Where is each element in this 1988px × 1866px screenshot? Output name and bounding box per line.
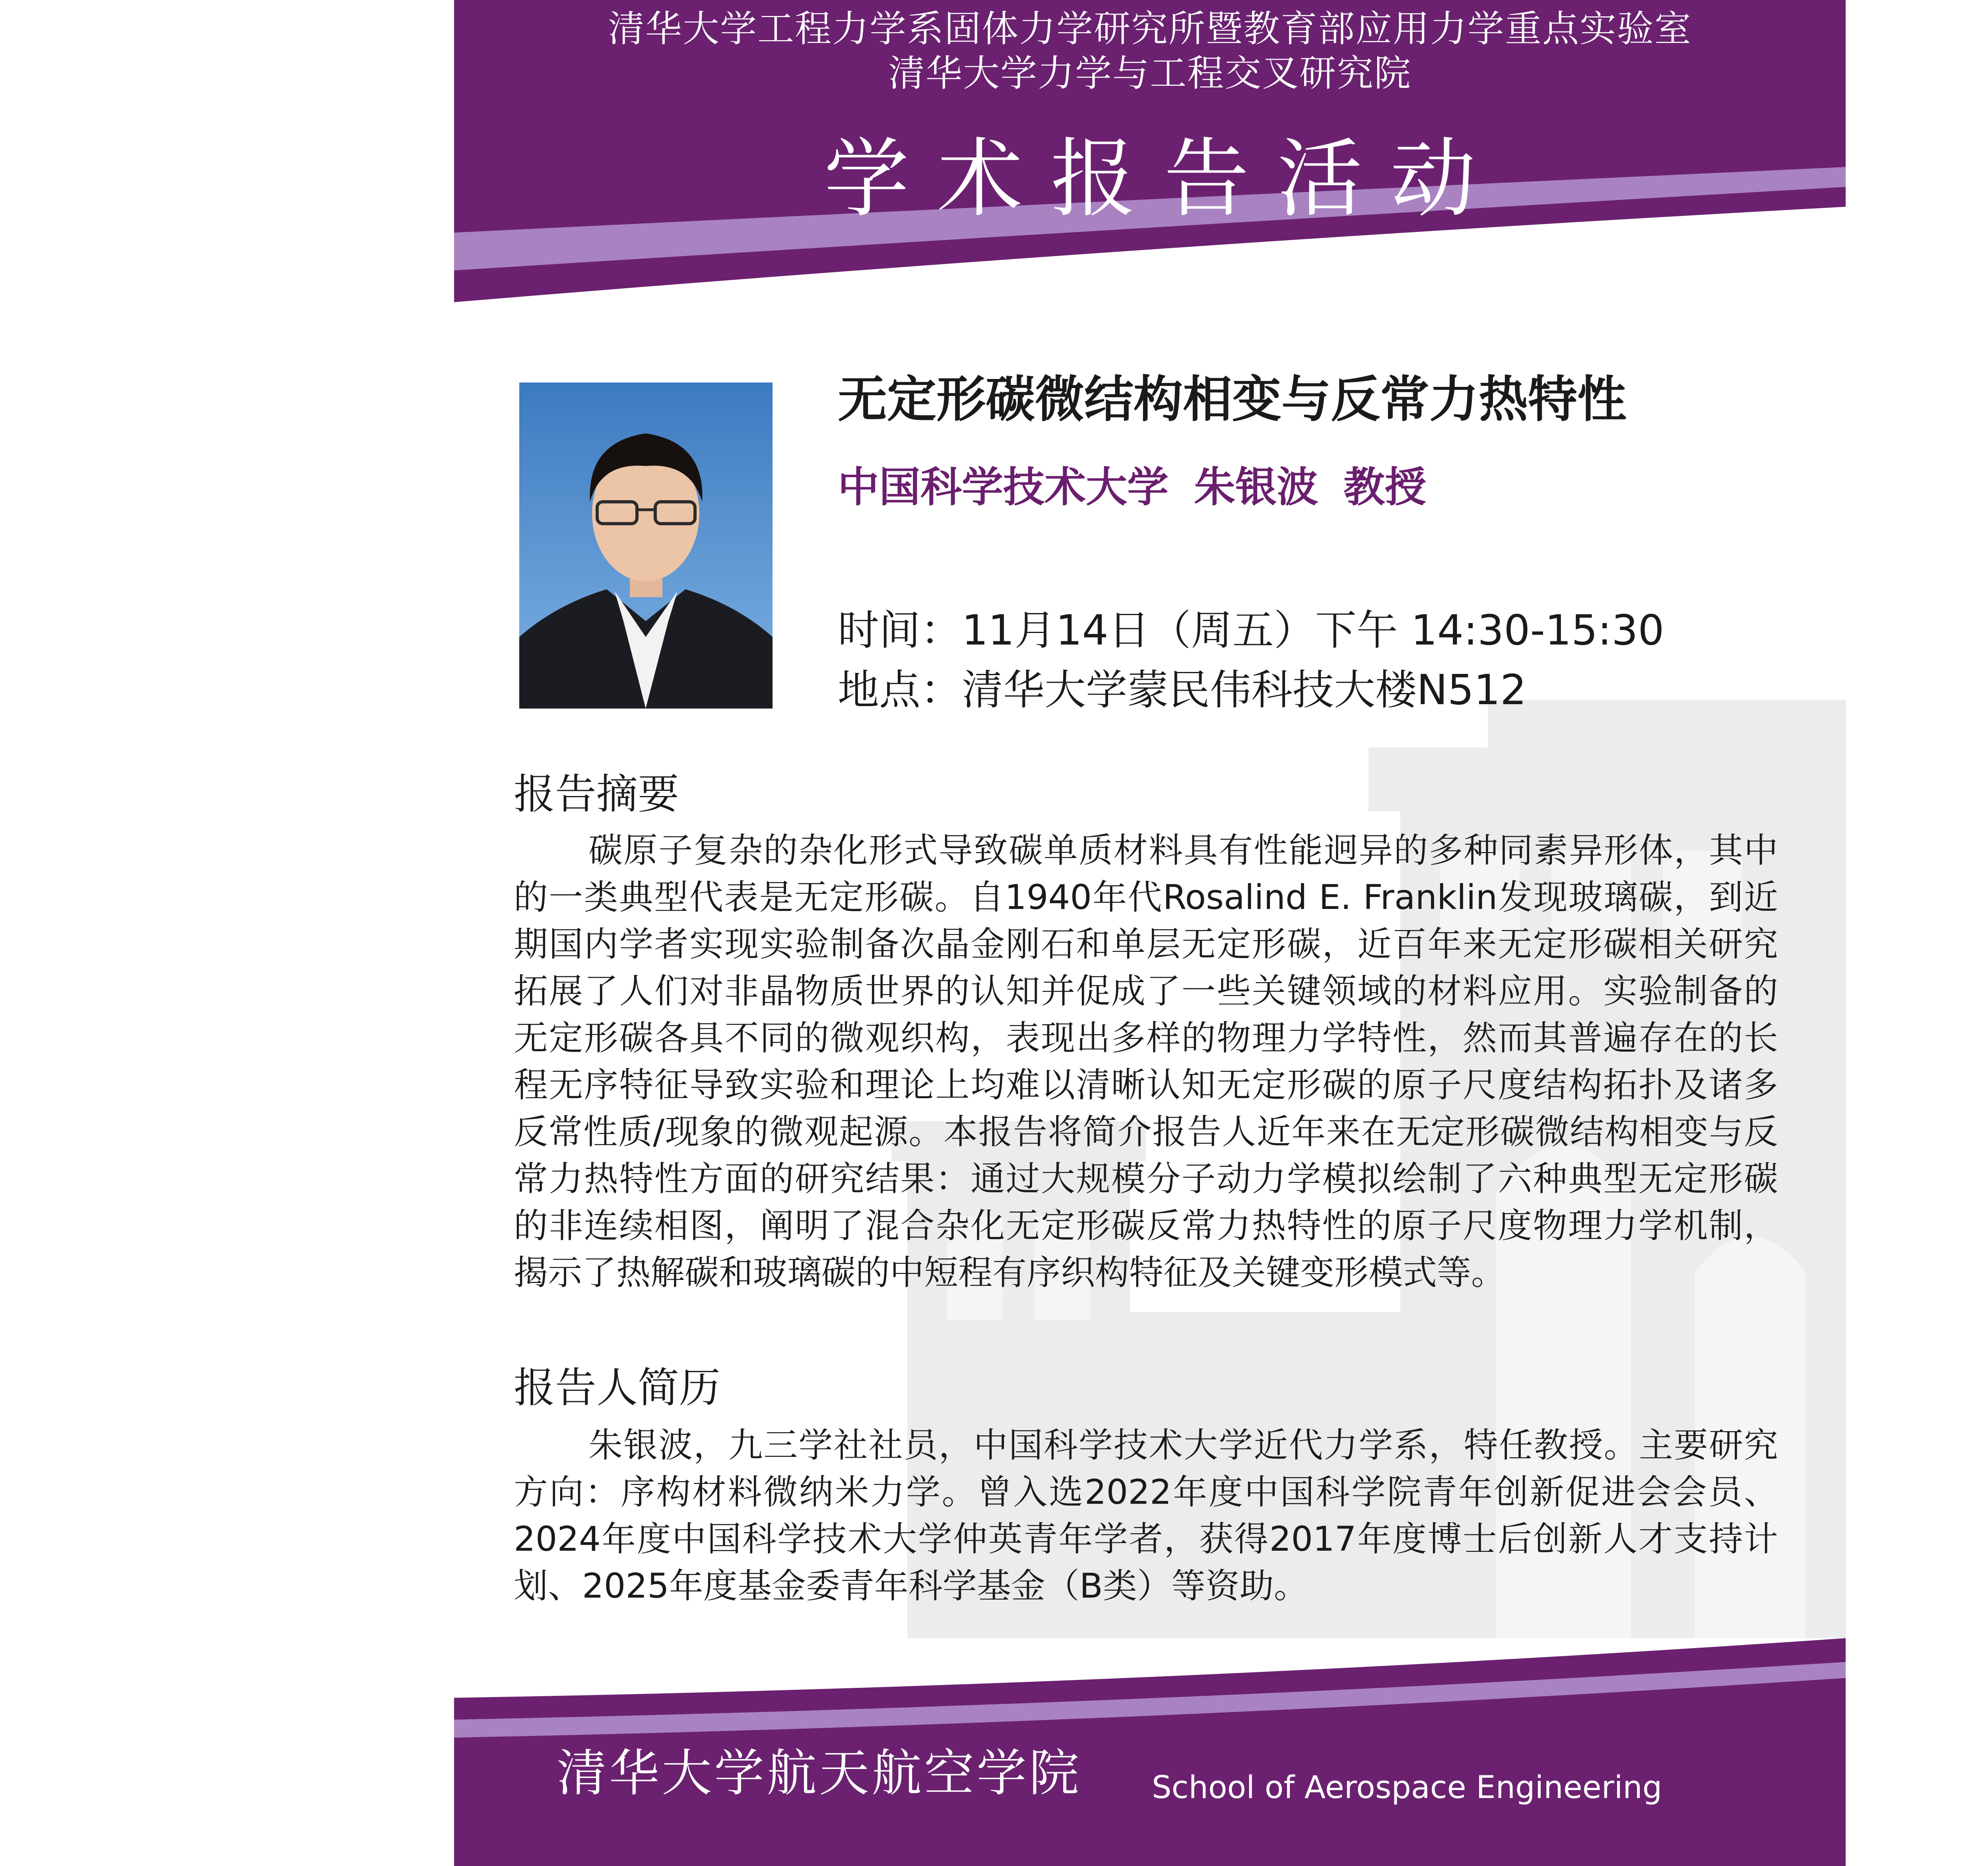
talk-title: 无定形碳微结构相变与反常力热特性 xyxy=(838,371,1627,428)
speaker-affiliation: 中国科学技术大学 xyxy=(838,463,1169,511)
school-name-english: School of Aerospace Engineering xyxy=(1152,1770,1662,1806)
speaker-photo xyxy=(519,383,773,709)
event-title: 学术报告活动 xyxy=(824,129,1504,229)
speaker-rank: 教授 xyxy=(1343,463,1427,511)
bio-heading: 报告人简历 xyxy=(514,1363,721,1412)
school-name-chinese: 清华大学航天航空学院 xyxy=(557,1744,1081,1802)
speaker-name: 朱银波 xyxy=(1194,463,1318,511)
abstract-text: 碳原子复杂的杂化形式导致碳单质材料具有性能迥异的多种同素异形体，其中的一类典型代表是无定形碳。自1940年代Rosalind E. Franklin发现玻璃碳，到近期国内学者实现实验制备次晶金刚石和单层无定形碳，近百年来无定形碳相关研究拓展了人们对非晶物质世界的认知并促成了一些关键领域的材料应用。实验制备的无定形碳各具不同的微观织构，表现出多样的物理力学特性，然而其普遍存在的长程无序特征导致实验和理论上均难以清晰认知无定形碳的原子尺度结构拓扑及诸多反常性质/现象的微观起源。本报告将简介报告人近年来在无定形碳微结构相变与反常力热特性方面的研究结果：通过大规模分子动力学模拟绘制了六种典型无定形碳的非连续相图，阐明了混合杂化无定形碳反常力热特性的原子尺度物理力学机制，揭示了热解碳和玻璃碳的中短程有序织构特征及关键变形模式等。 xyxy=(514,831,1778,1293)
bio-text: 朱银波，九三学社社员，中国科学技术大学近代力学系，特任教授。主要研究方向：序构材料微纳米力学。曾入选2022年度中国科学院青年创新促进会会员、2024年度中国科学技术大学仲英青年学者，获得2017年度博士后创新人才支持计划、2025年度基金委青年科学基金（B类）等资助。 xyxy=(514,1425,1778,1606)
institution-line-2: 清华大学力学与工程交叉研究院 xyxy=(888,52,1411,95)
institution-line-1: 清华大学工程力学系固体力学研究所暨教育部应用力学重点实验室 xyxy=(608,8,1692,50)
speaker-line xyxy=(838,461,1792,513)
talk-place: 地点：清华大学蒙民伟科技大楼N512 xyxy=(838,666,1527,714)
abstract-heading: 报告摘要 xyxy=(514,770,679,818)
poster xyxy=(454,0,1846,1866)
talk-time: 时间：11月14日（周五）下午 14:30-15:30 xyxy=(838,606,1664,654)
